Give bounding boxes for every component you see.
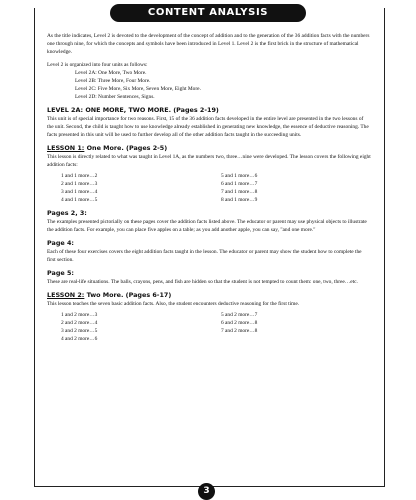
fact-item: 8 and 1 more…9	[221, 197, 258, 203]
pages23-paragraph: The examples presented pictorially on these pages cover the addition facts listed above. The educator or parent may use physical objects to illustrate the addition facts. For example, you can place five apples on a table; as you add another apple, you can say, "and one more."	[47, 219, 367, 233]
page4-paragraph: Each of these four exercises covers the eight addition facts taught in the lesson. The educator or parent may show the student how to complete the first section.	[47, 249, 362, 263]
page-number-badge: 3	[198, 483, 215, 500]
intro-paragraph: As the title indicates, Level 2 is devoted to the development of the concept of addition and to the generation of the 36 addition facts with the numbers one through nine, for which the concepts and symbols have been introduced in Level 1. Level 2 is the first brick in the structure of mathematical knowledge.	[47, 33, 370, 55]
lesson2-heading	[47, 291, 371, 300]
level2a-paragraph: This unit is of special importance for two reasons. First, 15 of the 36 addition facts developed in the entire level are presented in the two lessons of the unit. Second, the child is taught how to use knowledge already established in generating new knowledge, the essence of deductive reasoning. The facts presented in this unit will be used to further develop all of the other addition facts taught in the succeeding units.	[47, 116, 369, 138]
fact-item: 7 and 1 more…8	[221, 189, 258, 195]
page5-heading: Page 5:	[47, 269, 74, 277]
lesson1-heading	[47, 144, 371, 153]
lesson2-facts	[61, 311, 371, 343]
unit-item: Level 2C: Five More, Six More, Seven More, Eight More.	[75, 86, 201, 92]
fact-item: 5 and 2 more…7	[221, 312, 258, 318]
fact-item: 6 and 2 more…8	[221, 320, 258, 326]
unit-item: Level 2A: One More, Two More.	[75, 70, 147, 76]
lesson2-label: LESSON 2:	[47, 291, 85, 299]
unit-item: Level 2B: Three More, Four More.	[75, 78, 151, 84]
units-list	[75, 69, 371, 101]
fact-item: 7 and 2 more…8	[221, 328, 258, 334]
page5-paragraph: These are real-life situations. The balls, crayons, pens, and fish are hidden so that the student is not tempted to count them: one, two, three…etc.	[47, 279, 358, 285]
lesson1-facts	[61, 172, 371, 204]
fact-item: 1 and 2 more…3	[61, 312, 98, 318]
fact-item: 2 and 1 more…3	[61, 181, 98, 187]
fact-item: 6 and 1 more…7	[221, 181, 258, 187]
fact-item: 2 and 2 more…4	[61, 320, 98, 326]
lesson1-paragraph: This lesson is directly related to what was taught in Level 1A, as the numbers two, three…nine were developed. The lesson covers the following eight addition facts:	[47, 154, 371, 168]
lesson2-facts-right	[221, 311, 371, 343]
level2a-heading: LEVEL 2A: ONE MORE, TWO MORE. (Pages 2-19)	[47, 106, 219, 114]
lesson1-title: One More. (Pages 2-5)	[84, 144, 168, 152]
lesson2-paragraph: This lesson teaches the seven basic addition facts. Also, the student encounters deductive reasoning for the first time.	[47, 301, 300, 307]
lesson2-title: Two More. (Pages 6-17)	[84, 291, 172, 299]
fact-item: 4 and 2 more…6	[61, 336, 98, 342]
fact-item: 1 and 1 more…2	[61, 173, 98, 179]
unit-item: Level 2D: Number Sentences, Signs.	[75, 94, 155, 100]
fact-item: 4 and 1 more…5	[61, 197, 98, 203]
fact-item: 3 and 1 more…4	[61, 189, 98, 195]
lesson1-facts-left	[61, 172, 221, 204]
document-body	[47, 32, 371, 348]
pages23-heading: Pages 2, 3:	[47, 209, 87, 217]
units-intro: Level 2 is organized into four units as follows:	[47, 62, 148, 68]
fact-item: 5 and 1 more…6	[221, 173, 258, 179]
page4-heading: Page 4:	[47, 239, 74, 247]
lesson1-facts-right	[221, 172, 371, 204]
fact-item: 3 and 2 more…5	[61, 328, 98, 334]
lesson2-facts-left	[61, 311, 221, 343]
lesson1-label: LESSON 1:	[47, 144, 85, 152]
page-banner: CONTENT ANALYSIS	[110, 4, 306, 22]
